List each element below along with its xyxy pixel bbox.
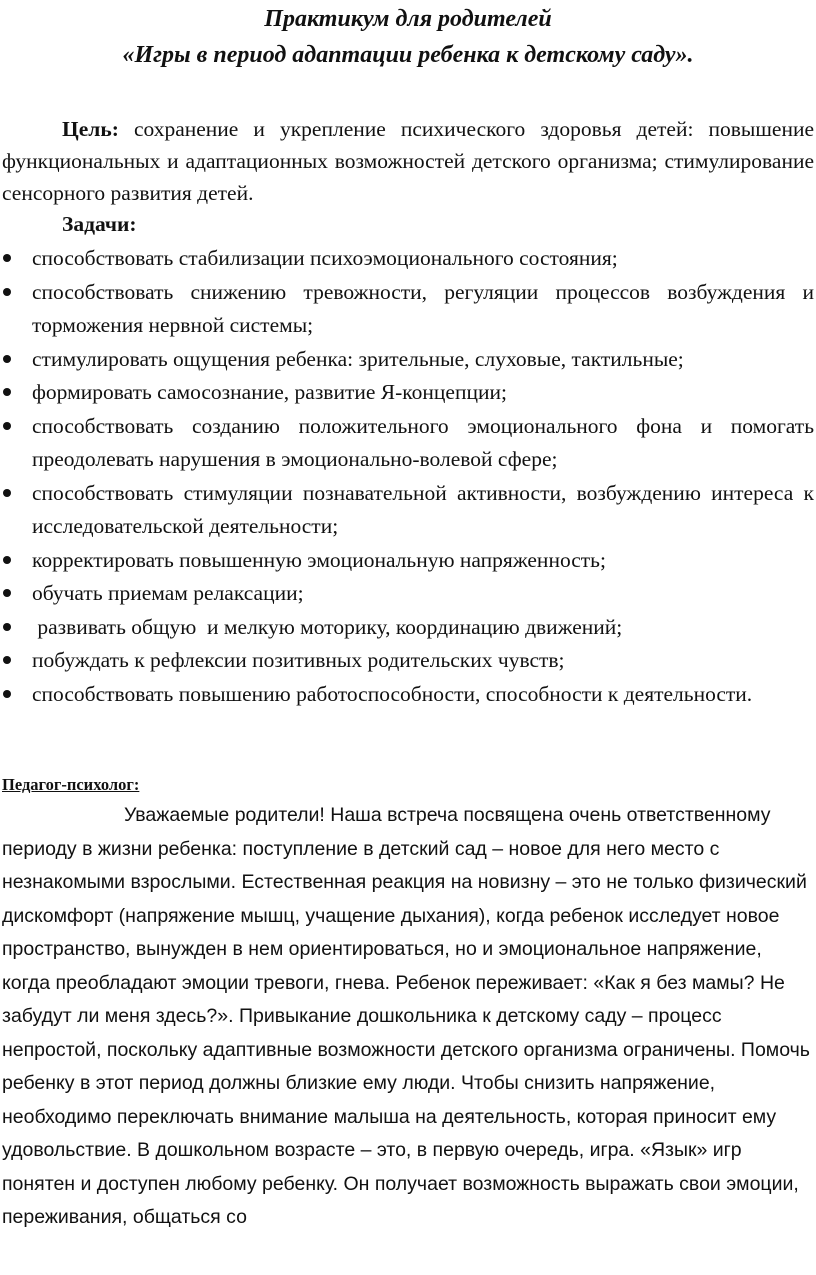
task-text: способствовать повышению работоспособности, способности к деятельности. — [32, 681, 753, 706]
task-item — [0, 477, 816, 544]
task-item — [0, 577, 816, 611]
goal-label: Цель: — [62, 117, 119, 141]
task-item — [0, 242, 816, 276]
task-text: побуждать к рефлексии позитивных родительских чувств; — [32, 648, 565, 672]
bullet-icon — [3, 254, 11, 262]
task-item — [0, 544, 816, 578]
bullet-icon — [3, 690, 11, 698]
task-item — [0, 410, 816, 477]
task-item — [0, 678, 816, 712]
task-item — [0, 376, 816, 410]
bullet-icon — [3, 623, 11, 631]
task-text: развивать общую и мелкую моторику, координацию движений; — [32, 614, 623, 639]
bullet-icon — [3, 589, 11, 597]
speaker-label: Педагог-психолог: — [2, 775, 140, 794]
task-text: способствовать стимуляции познавательной активности, возбуждению интереса к исследовательской деятельности; — [32, 480, 814, 538]
document-title-line-1: Практикум для родителей — [264, 6, 552, 32]
speech-paragraph: Уважаемые родители! Наша встреча посвящена очень ответственному периоду в жизни ребенка: поступление в детский сад – новое для него место с незнакомыми взрослыми. Естественная реакция на новизну – это не только физический дискомфорт (напряжение мышц, учащение дыхания), когда ребенок исследует новое пространство, вынужден в нем ориентироваться, но и эмоциональное напряжение, когда преобладают эмоции тревоги, гнева. Ребенок переживает: «Как я без мамы? Не забудут ли меня здесь?». Привыкание дошкольника к детскому саду – процесс непростой, поскольку адаптивные возможности детского организма ограничены. Помочь ребенку в этот период должны близкие ему люди. Чтобы снизить напряжение, необходимо переключать внимание малыша на деятельность, которая приносит ему удовольствие. В дошкольном возрасте – это, в первую очередь, игра. «Язык» игр понятен и доступен любому ребенку. Он получает возможность выражать свои эмоции, переживания, общаться со — [2, 804, 810, 1228]
goal-text: сохранение и укрепление психического здоровья детей: повышение функциональных и адаптационных возможностей детского организма; стимулирование сенсорного развития детей. — [2, 117, 815, 205]
task-text: обучать приемам релаксации; — [32, 581, 304, 605]
task-text: способствовать стабилизации психоэмоционального состояния; — [32, 246, 618, 270]
task-text: стимулировать ощущения ребенка: зрительные, слуховые, тактильные; — [32, 346, 684, 371]
goal-paragraph — [2, 113, 814, 209]
task-item — [0, 343, 816, 377]
task-item — [0, 276, 816, 343]
tasks-heading: Задачи: — [62, 212, 137, 236]
bullet-icon — [3, 489, 11, 497]
task-text: корректировать повышенную эмоциональную напряженность; — [32, 547, 606, 572]
bullet-icon — [3, 656, 11, 664]
task-text: способствовать созданию положительного эмоционального фона и помогать преодолевать нарушения в эмоционально-волевой сфере; — [32, 413, 814, 471]
task-item — [0, 644, 816, 678]
bullet-icon — [3, 288, 11, 296]
task-text: формировать самосознание, развитие Я-концепции; — [32, 380, 507, 404]
task-list — [0, 242, 816, 711]
bullet-icon — [3, 422, 11, 430]
bullet-icon — [3, 556, 11, 564]
bullet-icon — [3, 355, 11, 363]
task-item — [0, 611, 816, 645]
bullet-icon — [3, 388, 11, 396]
document-title-line-2: «Игры в период адаптации ребенка к детскому саду». — [122, 42, 694, 68]
task-text: способствовать снижению тревожности, регуляции процессов возбуждения и торможения нервной системы; — [32, 279, 814, 337]
